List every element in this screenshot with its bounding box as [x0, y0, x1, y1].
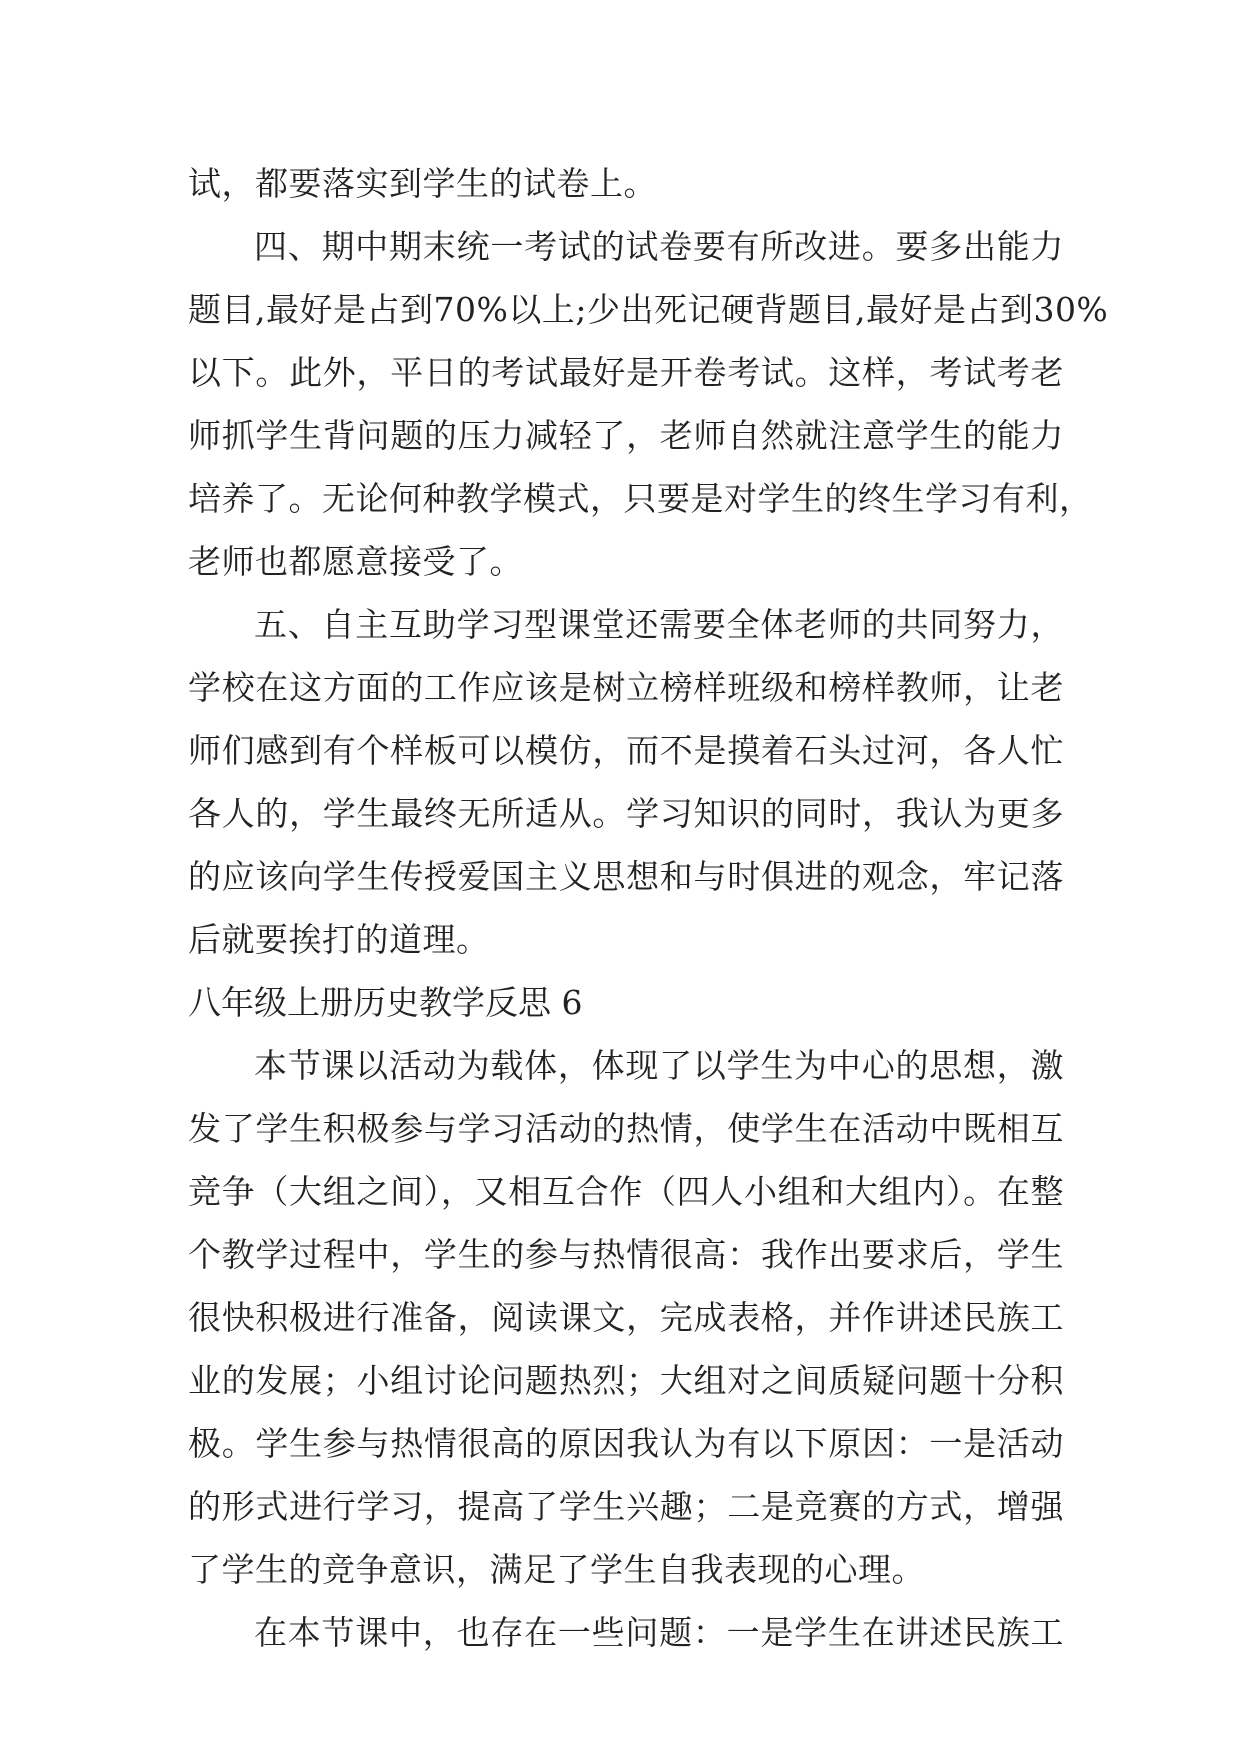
paragraph-line: 各人的，学生最终无所适从。学习知识的同时，我认为更多: [188, 794, 1064, 833]
paragraph-line: 个教学过程中，学生的参与热情很高：我作出要求后，学生: [188, 1235, 1064, 1274]
paragraph-line: 老师也都愿意接受了。: [188, 542, 523, 581]
paragraph-line: 在本节课中，也存在一些问题：一是学生在讲述民族工: [254, 1613, 1064, 1652]
paragraph-line: 五、自主互助学习型课堂还需要全体老师的共同努力，: [254, 605, 1064, 644]
paragraph-line: 后就要挨打的道理。: [188, 920, 490, 959]
paragraph-line: 师们感到有个样板可以模仿，而不是摸着石头过河，各人忙: [188, 731, 1064, 770]
paragraph-line: 了学生的竞争意识，满足了学生自我表现的心理。: [188, 1550, 925, 1589]
paragraph-line: 学校在这方面的工作应该是树立榜样班级和榜样教师，让老: [188, 668, 1064, 707]
paragraph-line: 业的发展；小组讨论问题热烈；大组对之间质疑问题十分积: [188, 1361, 1064, 1400]
paragraph-line: 发了学生积极参与学习活动的热情，使学生在活动中既相互: [188, 1109, 1064, 1148]
paragraph-line: 四、期中期末统一考试的试卷要有所改进。要多出能力: [254, 227, 1064, 266]
paragraph-line: 的应该向学生传授爱国主义思想和与时俱进的观念，牢记落: [188, 857, 1064, 896]
paragraph-line: 极。学生参与热情很高的原因我认为有以下原因：一是活动: [188, 1424, 1064, 1463]
paragraph-line: 竞争（大组之间），又相互合作（四人小组和大组内）。在整: [188, 1172, 1064, 1211]
paragraph-line: 试，都要落实到学生的试卷上。: [188, 164, 657, 203]
paragraph-line: 师抓学生背问题的压力减轻了，老师自然就注意学生的能力: [188, 416, 1064, 455]
document-body: [188, 152, 1109, 1664]
paragraph-line: 很快积极进行准备，阅读课文，完成表格，并作讲述民族工: [188, 1298, 1064, 1337]
paragraph-line: 的形式进行学习，提高了学生兴趣；二是竞赛的方式，增强: [188, 1487, 1064, 1526]
section-heading: 八年级上册历史教学反思 6: [188, 983, 583, 1022]
paragraph-line: 以下。此外，平日的考试最好是开卷考试。这样，考试考老: [188, 353, 1064, 392]
paragraph-line: 本节课以活动为载体，体现了以学生为中心的思想，激: [254, 1046, 1064, 1085]
paragraph-line: 题目,最好是占到70%以上;少出死记硬背题目,最好是占到30%: [188, 290, 1109, 329]
paragraph-line: 培养了。无论何种教学模式，只要是对学生的终生学习有利，: [188, 479, 1093, 518]
